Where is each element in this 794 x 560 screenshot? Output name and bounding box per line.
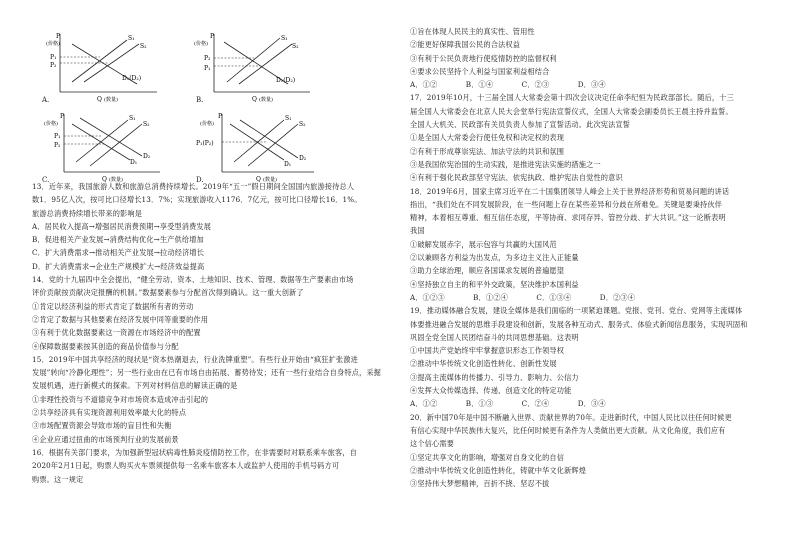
svg-text:P₁: P₁ [204, 65, 211, 72]
option-line: ③市场配置资源会导致市场的盲目性和失衡 [32, 421, 172, 431]
figure-a [42, 30, 182, 105]
text-line: 发展机遇，进行新模式的探索。下列对材料信息的解读正确的是 [32, 381, 238, 391]
svg-text:S₁: S₁ [129, 115, 136, 122]
text-line: 16．根据有关部门要求，为加强新型冠状病毒性肺炎疫情防控工作，在非需要时对联系乘车旅客，自 [32, 447, 357, 457]
figure-a-graph [42, 30, 182, 105]
svg-text:S₁: S₁ [285, 115, 292, 122]
text-line: 精神，本着相互尊重、相互信任态度，平等协商、求同存异、管控分歧、扩大共识。”这一论断表明 [410, 213, 726, 223]
text-line: 15．2019年中国共享经济的现状是“资本热潮退去，行业洗牌重塑”。有些行业开始由“疯狂扩张激进 [32, 354, 358, 364]
option-line: ②能更好保障我国公民的合法权益 [410, 40, 521, 50]
text-line: 20．新中国70年是中国不断融入世界、贡献世界的70年。走进新时代，中国人民比以往任何时候更 [410, 412, 732, 422]
option-line: ③有利于优化数据要素这一资源在市场经济中的配置 [32, 328, 201, 338]
text-line: 这个信心需要 [410, 439, 455, 449]
answer-choices: A．①② B．①④ C．②③ D．③④ [410, 80, 606, 90]
option-line: ①旨在体现人民民主的真实性、管用性 [410, 27, 535, 36]
svg-text:(价格): (价格) [194, 41, 208, 47]
figure-c [42, 110, 182, 185]
figure-row-2 [32, 110, 387, 185]
svg-text:S₂: S₂ [299, 121, 306, 128]
option-line: ④坚持独立自主的和平外交政策，坚决维护本国利益 [410, 279, 579, 289]
svg-text:(价格): (价格) [200, 121, 214, 127]
right-text-block [410, 25, 770, 490]
figure-c-graph [42, 110, 182, 185]
svg-text:P₁: P₁ [50, 54, 57, 61]
svg-text:S₂: S₂ [292, 43, 299, 50]
text-line: 2020年2月1日起，购票人购买火车票须提供每一名乘车旅客本人或监护人使用的手机号码方可 [32, 461, 340, 471]
svg-text:(数量): (数量) [259, 97, 273, 103]
option-line: ③有利于公民负责地行使疫情防控的监督权利 [410, 53, 557, 63]
option-line: D．扩大消费需求→企业生产规模扩大→经济效益提高 [32, 261, 205, 271]
svg-text:D₁: D₁ [130, 159, 138, 166]
text-line: 有信心实现中华民族伟大复兴，比任何时候更有条件为人类做出更大贡献。从文化角度，我们应有 [410, 425, 726, 435]
option-line: ①肯定以经济利益的形式肯定了数据所有者的劳动 [32, 301, 194, 311]
option-line: ②推动中华传统文化创造性转化、创新性发展 [410, 359, 557, 369]
svg-text:D₂: D₂ [143, 153, 151, 160]
text-line: 购票。这一规定 [32, 474, 84, 484]
svg-text:Q: Q [252, 96, 257, 103]
text-line: 14．党的十九届四中全会提出，“健全劳动、资本、土地知识、技术、管理、数据等生产要素由市场 [32, 275, 354, 285]
svg-text:S₂: S₂ [143, 121, 150, 128]
figure-d-label: D. [196, 176, 204, 184]
option-line: ①破解发展赤字，展示包容与共赢的大国风范 [410, 239, 557, 249]
fig-a-p: P [56, 33, 61, 40]
svg-text:S₂: S₂ [140, 43, 147, 50]
svg-text:P: P [210, 33, 215, 40]
option-line: ②有利于形成尊崇宪法、加法守法的共识和氛围 [410, 146, 565, 156]
svg-text:D₁(D₂): D₁(D₂) [122, 75, 142, 82]
text-line: 巩固全党全国人民团结奋斗的共同思想基础。这表明 [410, 332, 579, 342]
answer-choices: A．①②③ B．①②④ C．①③④ D．②③④ [410, 292, 636, 302]
option-line: C．扩大消费需求→推动相关产业发展→拉动经济增长 [32, 248, 205, 258]
option-line: ④发挥大众传媒选择、传递、创造文化的特定功能 [410, 386, 572, 396]
answer-choices: A．①② B．①③ C．②④ D．③④ [410, 399, 606, 409]
fig-a-q: Q [97, 96, 102, 103]
svg-text:P₁(P₂): P₁(P₂) [196, 140, 214, 147]
svg-text:Q: Q [102, 176, 107, 183]
option-line: ④保障数据要素按其创造的商品价值参与分配 [32, 341, 179, 351]
svg-text:D₁: D₁ [284, 161, 292, 168]
fig-a-q-unit: (数量) [104, 97, 118, 103]
figure-d [192, 110, 332, 185]
text-line: 数1．95亿人次，按可比口径增长13．7%；实现旅游收入1176．7亿元，按可比口径增长16．1%。 [32, 195, 362, 205]
option-line: ④企业应通过扭曲的市场预判行业的发展前景 [32, 434, 179, 444]
svg-text:S₁: S₁ [281, 35, 288, 42]
figure-b-label: B. [196, 96, 204, 104]
svg-text:P₁: P₁ [54, 133, 61, 140]
text-line: 体要推进融合发展的思维手段建设和创新，发展各种互动式、服务式、体验式新闻信息服务，实现巩固和 [410, 319, 748, 329]
option-line: ①中国共产党始终牢牢掌握意识形态工作领导权 [410, 346, 565, 356]
text-line: 18．2019年6月，国家主席习近平在二十国集团领导人峰会上关于世界经济形势和贸易问题的讲话 [410, 186, 730, 196]
svg-text:P₂: P₂ [54, 142, 61, 149]
figure-d-graph [192, 110, 332, 185]
option-line: ①坚定共享文化的影响，增强对自身文化的自信 [410, 452, 565, 462]
option-line: ②共享经济具有实现资源利用效率最大化的特点 [32, 408, 187, 418]
option-line: ②推动中华传统文化创造性转化，铸就中华文化新辉煌 [410, 465, 587, 475]
option-line: ④有利于强化民政部坚守宪法、依宪执政、维护宪法自觉性的意识 [410, 173, 623, 183]
figure-row-1 [32, 30, 387, 105]
svg-text:S₁: S₁ [128, 35, 135, 42]
text-line: 旅游总消费持续增长带来的影响是 [32, 208, 143, 218]
svg-text:P₂: P₂ [50, 62, 57, 69]
text-line: 我国 [410, 226, 425, 236]
option-line: A．居民收入提高→增强居民消费预期→享受型消费发展 [32, 221, 212, 231]
svg-text:D₂: D₂ [299, 155, 307, 162]
svg-text:(数量): (数量) [109, 177, 123, 183]
svg-text:(数量): (数量) [263, 177, 277, 183]
svg-text:D₁(D₂): D₁(D₂) [276, 77, 296, 84]
svg-text:P: P [218, 113, 223, 120]
option-line: ③提高主流媒体的传播力、引导力、影响力、公信力 [410, 372, 579, 382]
option-line: ①非理性投资与不道德竞争对市场资本造成冲击引起的 [32, 394, 209, 404]
svg-text:(价格): (价格) [44, 121, 58, 127]
fig-a-p-unit: (价格) [46, 41, 60, 47]
svg-text:P₂: P₂ [204, 55, 211, 62]
left-text-block [32, 180, 387, 486]
figure-c-label: C. [42, 176, 50, 184]
option-line: ③是我国依宪治国的生动实践，是推进宪法实施的措施之一 [410, 159, 601, 169]
text-line: 全国人大机关、民政部有关员负责人参加了宣誓活动。此次宪法宣誓 [410, 120, 631, 130]
text-line: 17．2019年10月，十三届全国人大常委会第十四次会议决定任命李纪恒为民政部部长。随后，十三 [410, 93, 734, 103]
option-line: ③坚持伟大梦想精神，百折不挠、坚忍不拔 [410, 479, 550, 489]
text-line: 发展”转向“冷静化理性”；另一些行业由在已有市场自由拓展、蓄势待发；还有一些行业结合自身特点，采掘 [32, 368, 382, 378]
svg-text:Q: Q [256, 176, 261, 183]
figure-a-label: A. [42, 96, 50, 104]
option-line: ②肯定了数据与其他要素在经济发展中同等重要的作用 [32, 314, 209, 324]
option-line: ①是全国人大常委会行使任免权和决定权的表现 [410, 133, 565, 143]
text-line: 届全国人大常委会在北京人民大会堂举行宪法宣誓仪式，全国人大常委会副委员长王晨主持并监誓。 [410, 106, 733, 116]
option-line: ②以兼顾各方利益为出发点，为多边主义注入正能量 [410, 253, 579, 263]
text-line: 评价贡献按贡献决定报酬的机制。”数据要素参与分配首次得到确认。这一重大创新了 [32, 288, 304, 298]
figure-b-graph [192, 30, 332, 105]
text-line: 19．推动媒体融合发展，建设全媒体是我们面临的一项紧迫课题。党报、党刊、党台、党网等主流媒体 [410, 306, 743, 316]
option-line: ③助力全球治理，顺应各国谋求发展的普遍愿望 [410, 266, 565, 276]
text-line: 指出，“我们处在不同发展阶段，在一些问题上存在某些差异和分歧在所难免。关键是要秉持伙伴 [410, 199, 723, 209]
figure-b [192, 30, 332, 105]
text-line: 13．近年来，我国旅游人数和旅游总消费持续增长。2019年“五一”假日期间全国国内旅游接待总人 [32, 182, 355, 191]
svg-text:P: P [60, 113, 65, 120]
option-line: ④要求公民坚持个人利益与国家利益相结合 [410, 66, 550, 76]
option-line: B．促进相关产业发展→消费结构优化→生产供给增加 [32, 235, 204, 245]
